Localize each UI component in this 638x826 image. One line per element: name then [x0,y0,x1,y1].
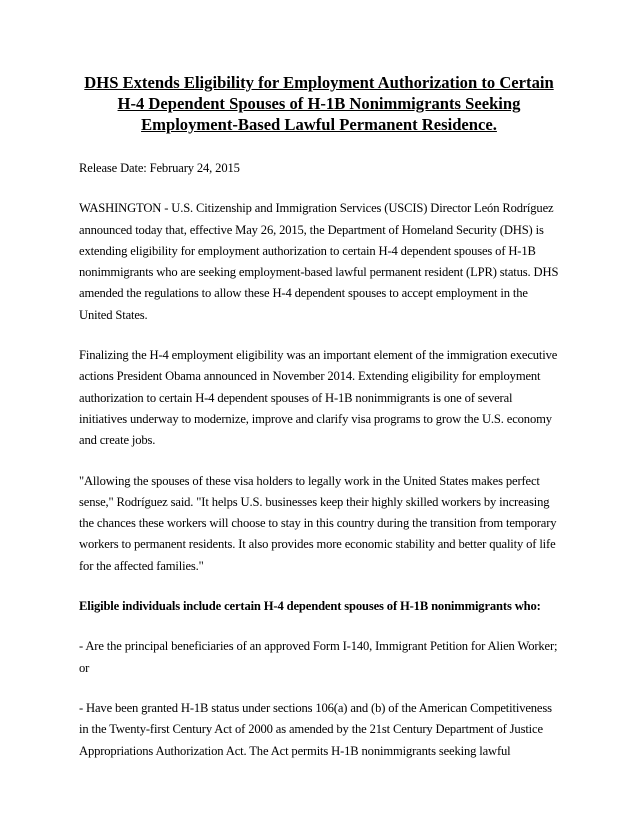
eligible-heading: Eligible individuals include certain H-4 dependent spouses of H-1B nonimmigrants who: [79,599,541,614]
paragraph-executive-actions: Finalizing the H-4 employment eligibility was an important element of the immigration executive actions President Obama announced in November 2014. Extending eligibility for employment authorization to certain H-4 dependent spouses of H-1B nonimmigrants is one of several initiatives underway to modernize, improve and clarify visa programs to grow the U.S. economy and create jobs. [79,348,558,448]
paragraph-intro: WASHINGTON - U.S. Citizenship and Immigration Services (USCIS) Director León Rodríguez announced today that, effective May 26, 2015, the Department of Homeland Security (DHS) is extending eligibility for employment authorization to certain H-4 dependent spouses of H-1B nonimmigrants who are seeking employment-based lawful permanent resident (LPR) status. DHS amended the regulations to allow these H-4 dependent spouses to accept employment in the United States. [79,201,559,322]
bullet-item: - Have been granted H-1B status under sections 106(a) and (b) of the American Competitiveness in the Twenty-first Century Act of 2000 as amended by the 21st Century Department of Justice Appropriations Authorization Act. The Act permits H-1B nonimmigrants seeking lawful [79,700,552,758]
title-line-3: Employment-Based Lawful Permanent Residence. [141,115,497,134]
bullet-item: - Are the principal beneficiaries of an approved Form I-140, Immigrant Petition for Alien Worker; or [79,639,558,675]
document-page [79,72,559,781]
title-line-1: DHS Extends Eligibility for Employment Authorization to Certain [84,73,554,92]
release-date: Release Date: February 24, 2015 [79,161,240,175]
document-title [79,72,559,135]
title-line-2: H-4 Dependent Spouses of H-1B Nonimmigrants Seeking [117,94,521,113]
paragraph-quote: "Allowing the spouses of these visa holders to legally work in the United States makes perfect sense," Rodríguez said. "It helps U.S. businesses keep their highly skilled workers by increasing the chances these workers will choose to stay in this country during the transition from temporary workers to permanent residents. It also provides more economic stability and better quality of life for the affected families." [79,473,557,573]
